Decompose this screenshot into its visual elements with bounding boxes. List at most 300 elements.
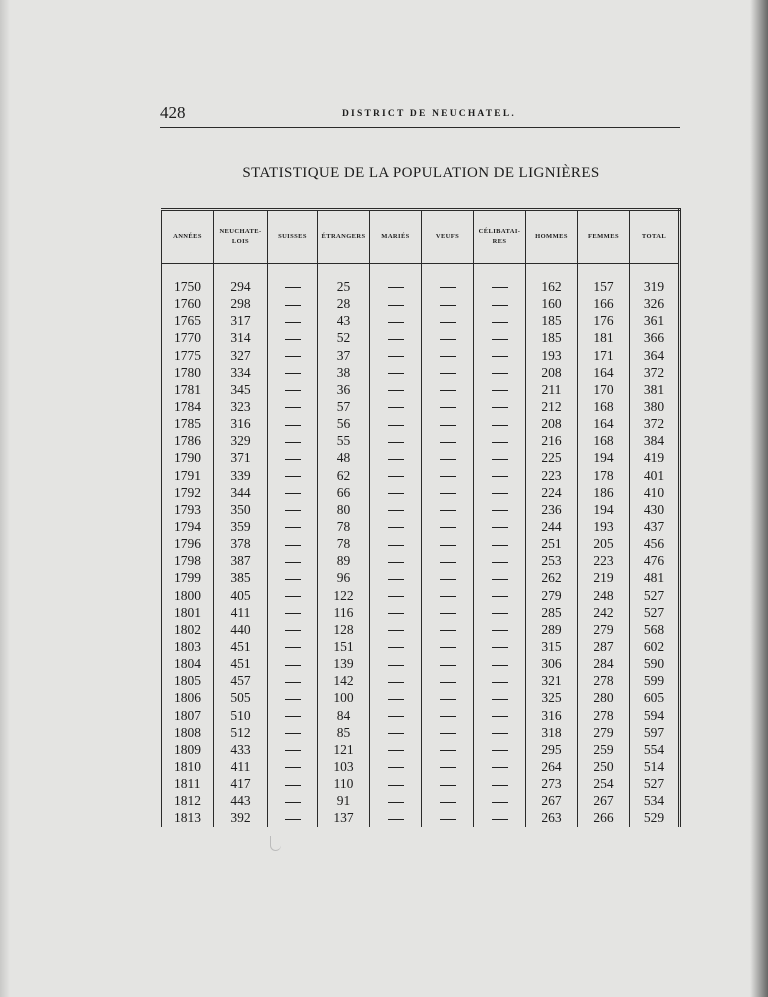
table-cell: 1804: [162, 655, 214, 672]
table-cell: 1806: [162, 689, 214, 706]
table-cell: [422, 312, 474, 329]
table-row: [162, 467, 680, 484]
empty-dash: [388, 647, 404, 648]
empty-dash: [285, 545, 301, 546]
table-cell: 139: [318, 655, 370, 672]
table-cell: [268, 381, 318, 398]
table-cell: [474, 638, 526, 655]
running-head: DISTRICT DE NEUCHATEL.: [342, 109, 516, 119]
empty-dash: [285, 373, 301, 374]
table-cell: [370, 347, 422, 364]
empty-dash: [388, 716, 404, 717]
table-cell: [474, 775, 526, 792]
empty-dash: [388, 425, 404, 426]
table-cell: 597: [630, 724, 680, 741]
table-cell: [474, 689, 526, 706]
table-cell: [474, 364, 526, 381]
empty-dash: [440, 545, 456, 546]
table-row: [162, 278, 680, 295]
table-cell: 378: [214, 535, 268, 552]
table-cell: [422, 432, 474, 449]
table-cell: 1780: [162, 364, 214, 381]
empty-dash: [440, 665, 456, 666]
table-cell: [474, 569, 526, 586]
table-cell: [268, 295, 318, 312]
table-cell: 1791: [162, 467, 214, 484]
table-cell: [474, 329, 526, 346]
table-cell: 599: [630, 672, 680, 689]
table-cell: 55: [318, 432, 370, 449]
empty-dash: [285, 596, 301, 597]
table-cell: 278: [578, 672, 630, 689]
table-cell: 419: [630, 449, 680, 466]
empty-dash: [440, 785, 456, 786]
table-row: [162, 809, 680, 826]
table-cell: [268, 655, 318, 672]
table-cell: 1750: [162, 278, 214, 295]
table-cell: 512: [214, 724, 268, 741]
table-cell: 385: [214, 569, 268, 586]
table-cell: [268, 587, 318, 604]
empty-dash: [388, 819, 404, 820]
empty-dash: [492, 682, 508, 683]
table-cell: 372: [630, 415, 680, 432]
table-cell: 128: [318, 621, 370, 638]
table-cell: 62: [318, 467, 370, 484]
table-cell: 223: [526, 467, 578, 484]
table-row: [162, 312, 680, 329]
table-cell: 430: [630, 501, 680, 518]
table-cell: [422, 604, 474, 621]
table-cell: 171: [578, 347, 630, 364]
table-cell: 514: [630, 758, 680, 775]
empty-dash: [285, 802, 301, 803]
empty-dash: [492, 733, 508, 734]
table-cell: 451: [214, 638, 268, 655]
table-cell: 266: [578, 809, 630, 826]
table-cell: 116: [318, 604, 370, 621]
empty-dash: [492, 562, 508, 563]
table-cell: [370, 724, 422, 741]
table-cell: 85: [318, 724, 370, 741]
table-cell: 181: [578, 329, 630, 346]
table-cell: 605: [630, 689, 680, 706]
table-row: [162, 587, 680, 604]
table-cell: 433: [214, 741, 268, 758]
table-cell: [268, 415, 318, 432]
empty-dash: [285, 716, 301, 717]
empty-dash: [440, 699, 456, 700]
table-cell: [422, 707, 474, 724]
table-cell: 384: [630, 432, 680, 449]
table-cell: 164: [578, 364, 630, 381]
table-cell: 279: [526, 587, 578, 604]
table-cell: 318: [526, 724, 578, 741]
table-cell: 242: [578, 604, 630, 621]
empty-dash: [285, 733, 301, 734]
empty-dash: [492, 665, 508, 666]
table-row: [162, 638, 680, 655]
table-cell: 1800: [162, 587, 214, 604]
table-cell: 527: [630, 604, 680, 621]
table-cell: [474, 278, 526, 295]
table-cell: [268, 329, 318, 346]
table-cell: [474, 604, 526, 621]
table-cell: [268, 535, 318, 552]
table-cell: [268, 604, 318, 621]
empty-dash: [388, 287, 404, 288]
table-cell: [474, 501, 526, 518]
table-row: [162, 484, 680, 501]
table-cell: [370, 518, 422, 535]
empty-dash: [285, 459, 301, 460]
table-cell: 278: [578, 707, 630, 724]
table-cell: 457: [214, 672, 268, 689]
table-cell: 1805: [162, 672, 214, 689]
table-cell: [474, 587, 526, 604]
table-row: [162, 295, 680, 312]
table-cell: 253: [526, 552, 578, 569]
empty-dash: [440, 750, 456, 751]
table-cell: 316: [526, 707, 578, 724]
empty-dash: [388, 390, 404, 391]
table-cell: 178: [578, 467, 630, 484]
table-cell: [474, 295, 526, 312]
empty-dash: [440, 305, 456, 306]
table-cell: 1770: [162, 329, 214, 346]
table-cell: [474, 552, 526, 569]
table-cell: 380: [630, 398, 680, 415]
table-cell: [268, 501, 318, 518]
table-cell: [370, 432, 422, 449]
table-cell: 1796: [162, 535, 214, 552]
table-cell: 223: [578, 552, 630, 569]
table-cell: [422, 278, 474, 295]
table-row: [162, 432, 680, 449]
empty-dash: [388, 373, 404, 374]
table-cell: [474, 449, 526, 466]
table-cell: [422, 655, 474, 672]
table-cell: 527: [630, 775, 680, 792]
table-cell: 151: [318, 638, 370, 655]
table-cell: 186: [578, 484, 630, 501]
empty-dash: [492, 407, 508, 408]
empty-dash: [388, 699, 404, 700]
table-cell: 315: [526, 638, 578, 655]
table-cell: 456: [630, 535, 680, 552]
table-cell: 43: [318, 312, 370, 329]
table-cell: 166: [578, 295, 630, 312]
table-cell: [370, 809, 422, 826]
table-cell: [268, 672, 318, 689]
table-cell: [268, 347, 318, 364]
table-cell: 359: [214, 518, 268, 535]
header-rule: [160, 127, 680, 128]
table-cell: [422, 569, 474, 586]
table-cell: 1760: [162, 295, 214, 312]
table-cell: 316: [214, 415, 268, 432]
empty-dash: [285, 647, 301, 648]
empty-dash: [388, 733, 404, 734]
table-spacer-row: [162, 264, 680, 279]
table-cell: 96: [318, 569, 370, 586]
table-cell: [370, 535, 422, 552]
empty-dash: [285, 510, 301, 511]
table-cell: [268, 312, 318, 329]
table-row: [162, 415, 680, 432]
table-cell: 372: [630, 364, 680, 381]
table-cell: 481: [630, 569, 680, 586]
table-cell: [370, 329, 422, 346]
table-row: [162, 518, 680, 535]
empty-dash: [492, 373, 508, 374]
empty-dash: [388, 322, 404, 323]
empty-dash: [388, 802, 404, 803]
empty-dash: [440, 819, 456, 820]
empty-dash: [440, 596, 456, 597]
table-cell: [370, 501, 422, 518]
empty-dash: [440, 510, 456, 511]
table-cell: 590: [630, 655, 680, 672]
table-cell: [268, 569, 318, 586]
table-cell: 225: [526, 449, 578, 466]
empty-dash: [492, 493, 508, 494]
table-cell: 168: [578, 432, 630, 449]
empty-dash: [492, 785, 508, 786]
empty-dash: [285, 682, 301, 683]
table-cell: 284: [578, 655, 630, 672]
table-cell: 321: [526, 672, 578, 689]
column-header: TOTAL: [630, 210, 680, 264]
table-cell: 38: [318, 364, 370, 381]
table-cell: 298: [214, 295, 268, 312]
empty-dash: [285, 287, 301, 288]
table-cell: 267: [578, 792, 630, 809]
table-cell: 1802: [162, 621, 214, 638]
empty-dash: [285, 305, 301, 306]
table-cell: 52: [318, 329, 370, 346]
table-cell: 344: [214, 484, 268, 501]
table-cell: [370, 638, 422, 655]
table-cell: 66: [318, 484, 370, 501]
column-header: CÉLIBATAI- RES: [474, 210, 526, 264]
empty-dash: [440, 373, 456, 374]
table-cell: 1803: [162, 638, 214, 655]
table-cell: [474, 347, 526, 364]
table-cell: 1798: [162, 552, 214, 569]
table-cell: [422, 501, 474, 518]
table-cell: 366: [630, 329, 680, 346]
table-cell: 350: [214, 501, 268, 518]
table-cell: [474, 655, 526, 672]
empty-dash: [492, 802, 508, 803]
empty-dash: [440, 767, 456, 768]
empty-dash: [388, 545, 404, 546]
table-cell: 254: [578, 775, 630, 792]
table-cell: 285: [526, 604, 578, 621]
table-cell: 244: [526, 518, 578, 535]
table-cell: 345: [214, 381, 268, 398]
table-cell: [474, 484, 526, 501]
empty-dash: [388, 767, 404, 768]
table-cell: 1794: [162, 518, 214, 535]
empty-dash: [492, 613, 508, 614]
column-header: ANNÉES: [162, 210, 214, 264]
table-cell: 1809: [162, 741, 214, 758]
paper-stain: [270, 836, 281, 851]
table-cell: 417: [214, 775, 268, 792]
empty-dash: [388, 493, 404, 494]
table-cell: [268, 707, 318, 724]
empty-dash: [492, 767, 508, 768]
table-cell: 1781: [162, 381, 214, 398]
table-row: [162, 381, 680, 398]
table-cell: 168: [578, 398, 630, 415]
empty-dash: [388, 579, 404, 580]
table-cell: 411: [214, 604, 268, 621]
table-cell: 208: [526, 364, 578, 381]
table-cell: [268, 792, 318, 809]
empty-dash: [492, 339, 508, 340]
empty-dash: [440, 630, 456, 631]
table-row: [162, 689, 680, 706]
table-cell: [422, 621, 474, 638]
table-cell: 36: [318, 381, 370, 398]
table-cell: [422, 449, 474, 466]
table-cell: 1801: [162, 604, 214, 621]
table-cell: 1813: [162, 809, 214, 826]
empty-dash: [492, 425, 508, 426]
table-cell: [370, 655, 422, 672]
table-cell: 219: [578, 569, 630, 586]
table-cell: 279: [578, 621, 630, 638]
table-row: [162, 741, 680, 758]
table-cell: 327: [214, 347, 268, 364]
column-header: SUISSES: [268, 210, 318, 264]
table-cell: [268, 775, 318, 792]
table-cell: [268, 638, 318, 655]
page-edge-shadow-right: [750, 0, 768, 997]
table-cell: 251: [526, 535, 578, 552]
empty-dash: [285, 750, 301, 751]
table-cell: 164: [578, 415, 630, 432]
table-cell: 142: [318, 672, 370, 689]
table-cell: [370, 672, 422, 689]
table-row: [162, 449, 680, 466]
table-cell: 387: [214, 552, 268, 569]
column-header: FEMMES: [578, 210, 630, 264]
empty-dash: [285, 562, 301, 563]
table-cell: [474, 381, 526, 398]
table-cell: [370, 758, 422, 775]
table-cell: [422, 329, 474, 346]
table-cell: 440: [214, 621, 268, 638]
table-cell: [268, 621, 318, 638]
table-cell: 1784: [162, 398, 214, 415]
table-cell: 273: [526, 775, 578, 792]
table-cell: [370, 587, 422, 604]
empty-dash: [440, 716, 456, 717]
empty-dash: [285, 785, 301, 786]
table-cell: [422, 535, 474, 552]
table-cell: 280: [578, 689, 630, 706]
empty-dash: [492, 527, 508, 528]
table-cell: [422, 381, 474, 398]
empty-dash: [285, 442, 301, 443]
table-cell: [268, 758, 318, 775]
table-cell: 510: [214, 707, 268, 724]
empty-dash: [492, 510, 508, 511]
table-cell: [474, 415, 526, 432]
table-cell: 326: [630, 295, 680, 312]
table-cell: 56: [318, 415, 370, 432]
table-cell: [370, 484, 422, 501]
table-cell: 476: [630, 552, 680, 569]
table-cell: 57: [318, 398, 370, 415]
table-row: [162, 398, 680, 415]
empty-dash: [492, 630, 508, 631]
empty-dash: [440, 356, 456, 357]
empty-dash: [440, 579, 456, 580]
table-cell: 317: [214, 312, 268, 329]
table-cell: 1799: [162, 569, 214, 586]
table-cell: 248: [578, 587, 630, 604]
empty-dash: [285, 390, 301, 391]
empty-dash: [440, 476, 456, 477]
table-cell: [422, 638, 474, 655]
table-cell: [474, 741, 526, 758]
empty-dash: [285, 665, 301, 666]
column-header: NEUCHATE- LOIS: [214, 210, 268, 264]
empty-dash: [285, 527, 301, 528]
table-cell: 236: [526, 501, 578, 518]
table-cell: 325: [526, 689, 578, 706]
empty-dash: [440, 442, 456, 443]
table-cell: [370, 312, 422, 329]
table-cell: 110: [318, 775, 370, 792]
table-cell: 437: [630, 518, 680, 535]
table-cell: 339: [214, 467, 268, 484]
table-cell: 78: [318, 535, 370, 552]
empty-dash: [440, 390, 456, 391]
table-cell: 410: [630, 484, 680, 501]
column-header: ÉTRANGERS: [318, 210, 370, 264]
empty-dash: [492, 579, 508, 580]
empty-dash: [492, 305, 508, 306]
table-row: [162, 347, 680, 364]
empty-dash: [285, 322, 301, 323]
empty-dash: [492, 596, 508, 597]
table-cell: [268, 552, 318, 569]
empty-dash: [492, 442, 508, 443]
table-cell: [422, 484, 474, 501]
table-row: [162, 758, 680, 775]
empty-dash: [388, 510, 404, 511]
table-cell: [474, 312, 526, 329]
table-cell: 329: [214, 432, 268, 449]
table-cell: 89: [318, 552, 370, 569]
empty-dash: [285, 699, 301, 700]
empty-dash: [388, 407, 404, 408]
table-cell: [268, 484, 318, 501]
page-number: 428: [160, 103, 186, 122]
empty-dash: [388, 665, 404, 666]
table-cell: 205: [578, 535, 630, 552]
table-cell: [422, 809, 474, 826]
table-row: [162, 569, 680, 586]
table-cell: [370, 449, 422, 466]
empty-dash: [388, 562, 404, 563]
